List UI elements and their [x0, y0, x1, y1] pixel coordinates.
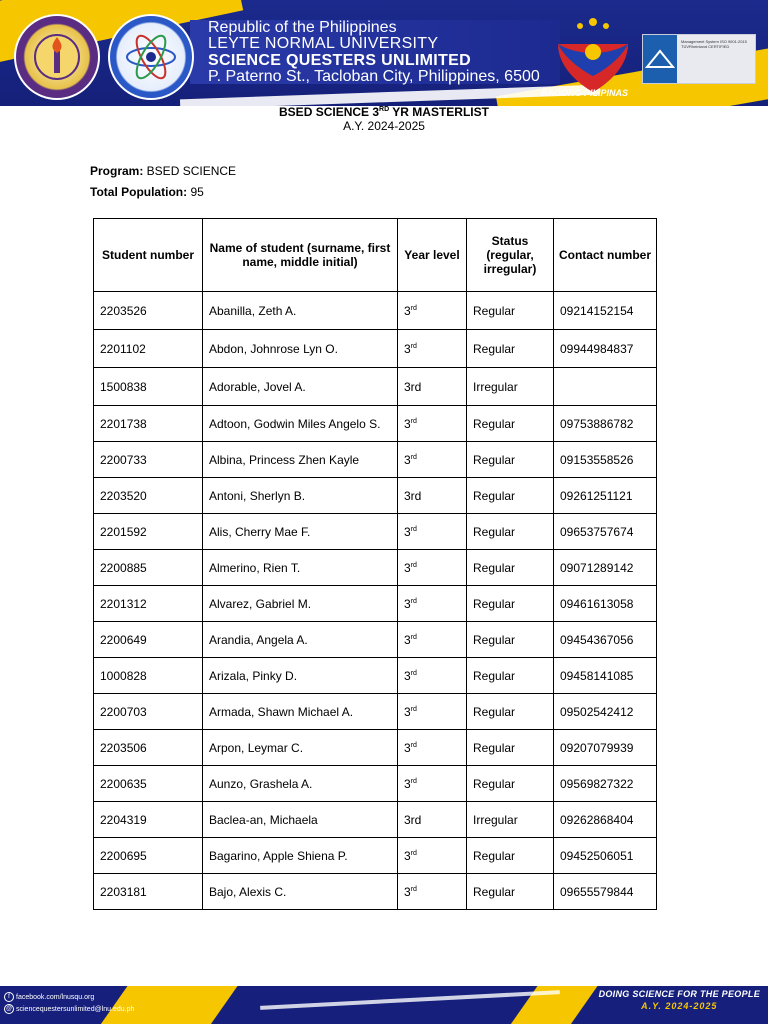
- year-value: 3: [404, 524, 411, 539]
- cell-student-number: 2204319: [94, 802, 203, 838]
- year-value: 3: [404, 776, 411, 791]
- year-suffix: rd: [410, 741, 417, 749]
- table-row: [94, 478, 657, 514]
- header-status: Status (regular, irregular): [467, 219, 554, 292]
- table-row: [94, 766, 657, 802]
- cell-student-name: Aunzo, Grashela A.: [203, 766, 398, 802]
- cell-student-name: Almerino, Rien T.: [203, 550, 398, 586]
- cell-student-number: 1000828: [94, 658, 203, 694]
- year-value: 3: [404, 668, 411, 683]
- year-value: 3: [404, 884, 411, 899]
- cell-year-level: [398, 442, 467, 478]
- cell-student-number: 2203506: [94, 730, 203, 766]
- squ-seal-logo: [108, 14, 194, 100]
- footer-ay: A.Y. 2024-2025: [641, 1001, 718, 1011]
- cell-contact: 09214152154: [554, 292, 657, 330]
- year-suffix: rd: [410, 633, 417, 641]
- masterlist-table: [93, 218, 657, 910]
- program-info: [90, 161, 236, 203]
- year-value: 3rd: [404, 488, 422, 503]
- table-row: [94, 442, 657, 478]
- footer-contacts: [4, 992, 134, 1016]
- title-suffix: YR MASTERLIST: [389, 105, 489, 119]
- cell-student-name: Bajo, Alexis C.: [203, 874, 398, 910]
- cell-year-level: [398, 622, 467, 658]
- year-value: 3: [404, 596, 411, 611]
- year-value: 3rd: [404, 379, 422, 394]
- year-suffix: rd: [410, 777, 417, 785]
- cell-contact: 09153558526: [554, 442, 657, 478]
- cell-contact: 09452506051: [554, 838, 657, 874]
- table-row: [94, 730, 657, 766]
- cell-status: Regular: [467, 514, 554, 550]
- cell-year-level: [398, 766, 467, 802]
- cell-year-level: [398, 292, 467, 330]
- year-value: 3: [404, 560, 411, 575]
- cert-text: Management System ISO 9001:2015 TÜVRheinland CERTIFIED: [681, 39, 747, 50]
- facebook-row: [4, 992, 134, 1004]
- cell-year-level: [398, 330, 467, 368]
- cell-year-level: [398, 802, 467, 838]
- cell-student-number: 2203520: [94, 478, 203, 514]
- program-value: BSED SCIENCE: [143, 164, 237, 178]
- cell-status: Regular: [467, 586, 554, 622]
- footer-stripe-white: [260, 990, 560, 1010]
- header-student-name: Name of student (surname, first name, middle initial): [203, 219, 398, 292]
- cell-student-name: Bagarino, Apple Shiena P.: [203, 838, 398, 874]
- cell-student-name: Alis, Cherry Mae F.: [203, 514, 398, 550]
- cell-status: Regular: [467, 442, 554, 478]
- cell-student-name: Baclea-an, Michaela: [203, 802, 398, 838]
- email-link[interactable]: sciencequestersunlimited@lnu.edu.ph: [16, 1006, 135, 1013]
- cell-contact: 09653757674: [554, 514, 657, 550]
- population-row: [90, 182, 236, 203]
- cell-student-name: Alvarez, Gabriel M.: [203, 586, 398, 622]
- table-row: [94, 292, 657, 330]
- cell-year-level: [398, 406, 467, 442]
- org-name: SCIENCE QUESTERS UNLIMITED: [208, 51, 471, 69]
- header-year-level: Year level: [398, 219, 467, 292]
- cell-status: Regular: [467, 550, 554, 586]
- cell-contact: 09261251121: [554, 478, 657, 514]
- cell-year-level: [398, 874, 467, 910]
- document-title: [0, 105, 768, 133]
- cell-contact: 09944984837: [554, 330, 657, 368]
- cell-status: Regular: [467, 874, 554, 910]
- table-row: [94, 622, 657, 658]
- table-row: [94, 586, 657, 622]
- year-suffix: rd: [410, 669, 417, 677]
- year-value: 3: [404, 848, 411, 863]
- tuv-icon: [643, 35, 677, 83]
- table-row: [94, 694, 657, 730]
- cell-student-name: Abdon, Johnrose Lyn O.: [203, 330, 398, 368]
- cell-student-number: 2200635: [94, 766, 203, 802]
- year-suffix: rd: [410, 304, 417, 312]
- cell-year-level: [398, 550, 467, 586]
- address-line: P. Paterno St., Tacloban City, Philippines, 6500: [208, 67, 540, 85]
- cell-year-level: [398, 838, 467, 874]
- table-row: [94, 514, 657, 550]
- cell-student-number: 2203181: [94, 874, 203, 910]
- cell-student-name: Adtoon, Godwin Miles Angelo S.: [203, 406, 398, 442]
- program-label: Program:: [90, 164, 144, 178]
- torch-icon: [27, 27, 87, 87]
- year-value: 3: [404, 632, 411, 647]
- cell-contact: 09569827322: [554, 766, 657, 802]
- header-banner: [0, 0, 768, 106]
- table-header-row: [94, 219, 657, 292]
- cell-student-number: 2201102: [94, 330, 203, 368]
- table-row: [94, 874, 657, 910]
- year-suffix: rd: [410, 885, 417, 893]
- table-row: [94, 550, 657, 586]
- cell-year-level: [398, 694, 467, 730]
- cell-contact: 09461613058: [554, 586, 657, 622]
- year-suffix: rd: [410, 342, 417, 350]
- republic-line: Republic of the Philippines: [208, 19, 397, 36]
- year-value: 3: [404, 303, 411, 318]
- cell-contact: 09458141085: [554, 658, 657, 694]
- cell-student-number: 2200733: [94, 442, 203, 478]
- year-suffix: rd: [410, 597, 417, 605]
- header-student-number: Student number: [94, 219, 203, 292]
- cell-status: Regular: [467, 694, 554, 730]
- cell-student-number: 2200649: [94, 622, 203, 658]
- cell-student-number: 2201592: [94, 514, 203, 550]
- footer-slogan: [599, 989, 760, 1011]
- cell-student-name: Albina, Princess Zhen Kayle: [203, 442, 398, 478]
- table-row: [94, 658, 657, 694]
- cell-student-number: 2201738: [94, 406, 203, 442]
- cell-student-name: Arizala, Pinky D.: [203, 658, 398, 694]
- cell-status: Regular: [467, 838, 554, 874]
- table-row: [94, 838, 657, 874]
- year-suffix: rd: [410, 849, 417, 857]
- cell-year-level: [398, 586, 467, 622]
- cell-year-level: [398, 478, 467, 514]
- year-suffix: rd: [410, 705, 417, 713]
- year-suffix: rd: [410, 453, 417, 461]
- cell-student-name: Adorable, Jovel A.: [203, 368, 398, 406]
- cell-year-level: [398, 514, 467, 550]
- bagong-pilipinas-label: BAGONG PILIPINAS: [541, 88, 629, 98]
- cell-student-name: Arpon, Leymar C.: [203, 730, 398, 766]
- cell-student-number: 2200703: [94, 694, 203, 730]
- cell-contact: 09454367056: [554, 622, 657, 658]
- cell-student-number: 2200695: [94, 838, 203, 874]
- footer-banner: [0, 986, 768, 1024]
- table-row: [94, 802, 657, 838]
- year-value: 3: [404, 452, 411, 467]
- year-value: 3: [404, 416, 411, 431]
- lnu-seal-logo: [14, 14, 100, 100]
- population-value: 95: [187, 185, 204, 199]
- year-suffix: rd: [410, 417, 417, 425]
- cell-status: Regular: [467, 730, 554, 766]
- cell-student-name: Antoni, Sherlyn B.: [203, 478, 398, 514]
- cell-contact: 09071289142: [554, 550, 657, 586]
- cell-student-number: 1500838: [94, 368, 203, 406]
- year-value: 3rd: [404, 812, 422, 827]
- year-suffix: rd: [410, 525, 417, 533]
- cell-status: Irregular: [467, 368, 554, 406]
- cell-student-name: Armada, Shawn Michael A.: [203, 694, 398, 730]
- slogan-text: DOING SCIENCE FOR THE PEOPLE: [598, 989, 760, 999]
- cell-student-number: 2203526: [94, 292, 203, 330]
- cell-student-number: 2201312: [94, 586, 203, 622]
- academic-year: A.Y. 2024-2025: [343, 119, 425, 133]
- cell-status: Regular: [467, 622, 554, 658]
- email-row: [4, 1004, 134, 1016]
- cell-status: Regular: [467, 658, 554, 694]
- cell-student-name: Abanilla, Zeth A.: [203, 292, 398, 330]
- cell-status: Regular: [467, 478, 554, 514]
- iso-certification-badge: [642, 34, 756, 84]
- cell-contact: 09502542412: [554, 694, 657, 730]
- cell-year-level: [398, 368, 467, 406]
- cell-status: Regular: [467, 766, 554, 802]
- cell-status: Regular: [467, 406, 554, 442]
- cell-contact: 09753886782: [554, 406, 657, 442]
- table-row: [94, 368, 657, 406]
- masterlist-title: [0, 105, 768, 119]
- cell-status: Regular: [467, 330, 554, 368]
- facebook-link[interactable]: facebook.com/lnusqu.org: [16, 994, 95, 1001]
- university-name: LEYTE NORMAL UNIVERSITY: [208, 35, 439, 53]
- title-sup: RD: [379, 106, 390, 113]
- cell-contact: 09655579844: [554, 874, 657, 910]
- cell-contact: 09207079939: [554, 730, 657, 766]
- program-row: [90, 161, 236, 182]
- cell-status: Regular: [467, 292, 554, 330]
- atom-icon: [121, 27, 181, 87]
- cell-student-name: Arandia, Angela A.: [203, 622, 398, 658]
- cell-status: Irregular: [467, 802, 554, 838]
- cell-contact: [554, 368, 657, 406]
- bagong-pilipinas-logo: [548, 14, 638, 94]
- cell-year-level: [398, 730, 467, 766]
- banner-text: [208, 20, 540, 85]
- year-value: 3: [404, 704, 411, 719]
- cell-contact: 09262868404: [554, 802, 657, 838]
- mail-icon: @: [5, 1006, 13, 1013]
- year-value: 3: [404, 341, 411, 356]
- title-prefix: BSED SCIENCE 3: [279, 105, 380, 119]
- facebook-icon: f: [4, 992, 14, 1002]
- year-suffix: rd: [410, 561, 417, 569]
- year-value: 3: [404, 740, 411, 755]
- header-contact: Contact number: [554, 219, 657, 292]
- cell-year-level: [398, 658, 467, 694]
- cell-student-number: 2200885: [94, 550, 203, 586]
- population-label: Total Population:: [90, 185, 188, 199]
- table-row: [94, 406, 657, 442]
- table-row: [94, 330, 657, 368]
